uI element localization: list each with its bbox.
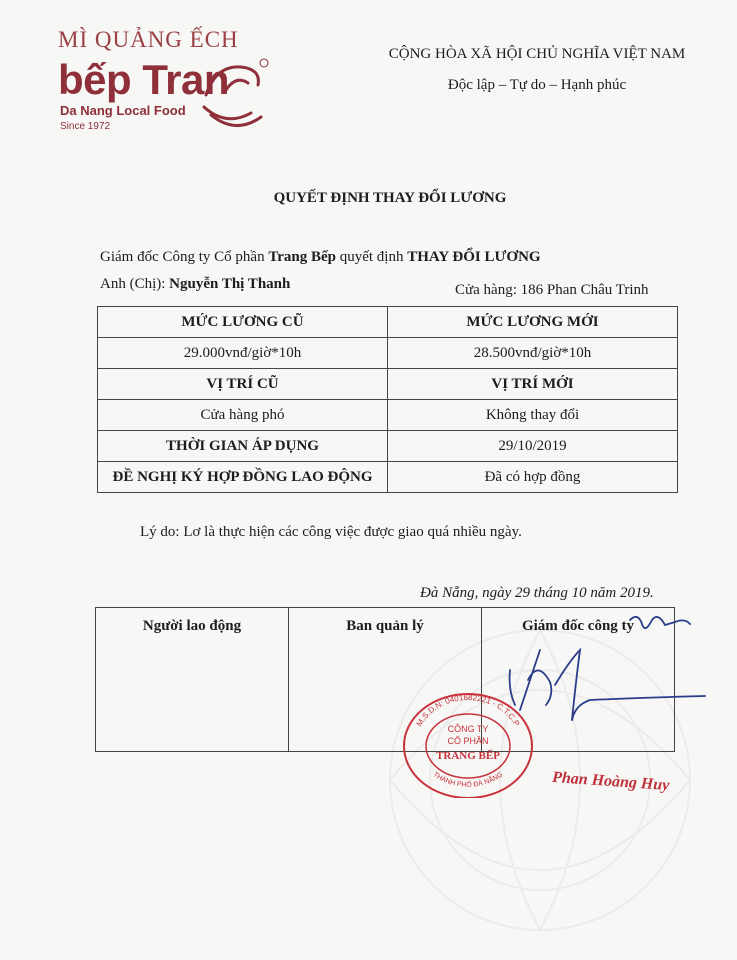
- table-row: [98, 369, 678, 400]
- contract-value: Đã có hợp đồng: [388, 462, 678, 493]
- logo-since: Since 1972: [60, 121, 111, 132]
- effective-date-label: THỜI GIAN ÁP DỤNG: [98, 431, 388, 462]
- table-row: [98, 431, 678, 462]
- employee-name: Nguyễn Thị Thanh: [169, 276, 291, 292]
- new-position-value: Không thay đổi: [388, 400, 678, 431]
- employee-line: [100, 276, 290, 293]
- management-signature-cell: Ban quản lý: [289, 608, 482, 752]
- table-row: [98, 338, 678, 369]
- intro-prefix: Giám đốc Công ty Cổ phần: [100, 249, 269, 265]
- seal-outer-text: M.S.D.N: 0401682221 - C.T.C.P: [414, 692, 522, 728]
- svg-text:THÀNH PHỐ ĐÀ NẴNG: [432, 771, 505, 789]
- seal-line3: TRANG BẾP: [436, 750, 500, 762]
- intro-company: Trang Bếp: [268, 249, 336, 265]
- old-salary-value: 29.000vnđ/giờ*10h: [98, 338, 388, 369]
- logo-tagline: Da Nang Local Food: [60, 103, 186, 118]
- new-salary-value: 28.500vnđ/giờ*10h: [388, 338, 678, 369]
- old-position-header: VỊ TRÍ CŨ: [98, 369, 388, 400]
- new-salary-header: MỨC LƯƠNG MỚI: [388, 307, 678, 338]
- table-row: [98, 307, 678, 338]
- signer-name: Phan Hoàng Huy: [551, 768, 670, 795]
- nation-heading: CỘNG HÒA XÃ HỘI CHỦ NGHĨA VIỆT NAM: [388, 46, 686, 62]
- employee-label: Anh (Chị):: [100, 276, 170, 292]
- table-row: [98, 400, 678, 431]
- intro-middle: quyết định: [335, 249, 408, 265]
- reason-text: Lý do: Lơ là thực hiện các công việc được giao quá nhiều ngày.: [140, 524, 522, 540]
- salary-table: [97, 306, 678, 493]
- svg-text:M.S.D.N: 0401682221 - C.T.C.P: [415, 693, 522, 728]
- seal-bottom-text: THÀNH PHỐ ĐÀ NẴNG: [431, 771, 505, 789]
- effective-date-value: 29/10/2019: [388, 431, 678, 462]
- decision-intro: [100, 249, 541, 266]
- seal-line2: CỔ PHẦN: [447, 736, 489, 746]
- old-salary-header: MỨC LƯƠNG CŨ: [98, 307, 388, 338]
- employee-signature-cell: Người lao động: [96, 608, 289, 752]
- place-date: Đà Nẵng, ngày 29 tháng 10 năm 2019.: [420, 585, 654, 601]
- intro-action: THAY ĐỔI LƯƠNG: [407, 249, 541, 265]
- contract-label: ĐỀ NGHỊ KÝ HỢP ĐỒNG LAO ĐỘNG: [98, 462, 388, 493]
- logo-brand: bếp Tran: [58, 56, 230, 103]
- logo-swirl-icon: [196, 55, 276, 130]
- logo-title: MÌ QUẢNG ẾCH: [58, 27, 239, 52]
- old-position-value: Cửa hàng phó: [98, 400, 388, 431]
- store-address: Cửa hàng: 186 Phan Châu Trinh: [455, 282, 649, 298]
- new-position-header: VỊ TRÍ MỚI: [388, 369, 678, 400]
- table-row: [98, 462, 678, 493]
- document-title: QUYẾT ĐỊNH THAY ĐỔI LƯƠNG: [273, 190, 507, 206]
- nation-motto: Độc lập – Tự do – Hạnh phúc: [447, 77, 627, 93]
- seal-line1: CÔNG TY: [447, 724, 489, 734]
- company-seal: [398, 688, 538, 798]
- director-signature-cell: Giám đốc công ty: [482, 608, 675, 752]
